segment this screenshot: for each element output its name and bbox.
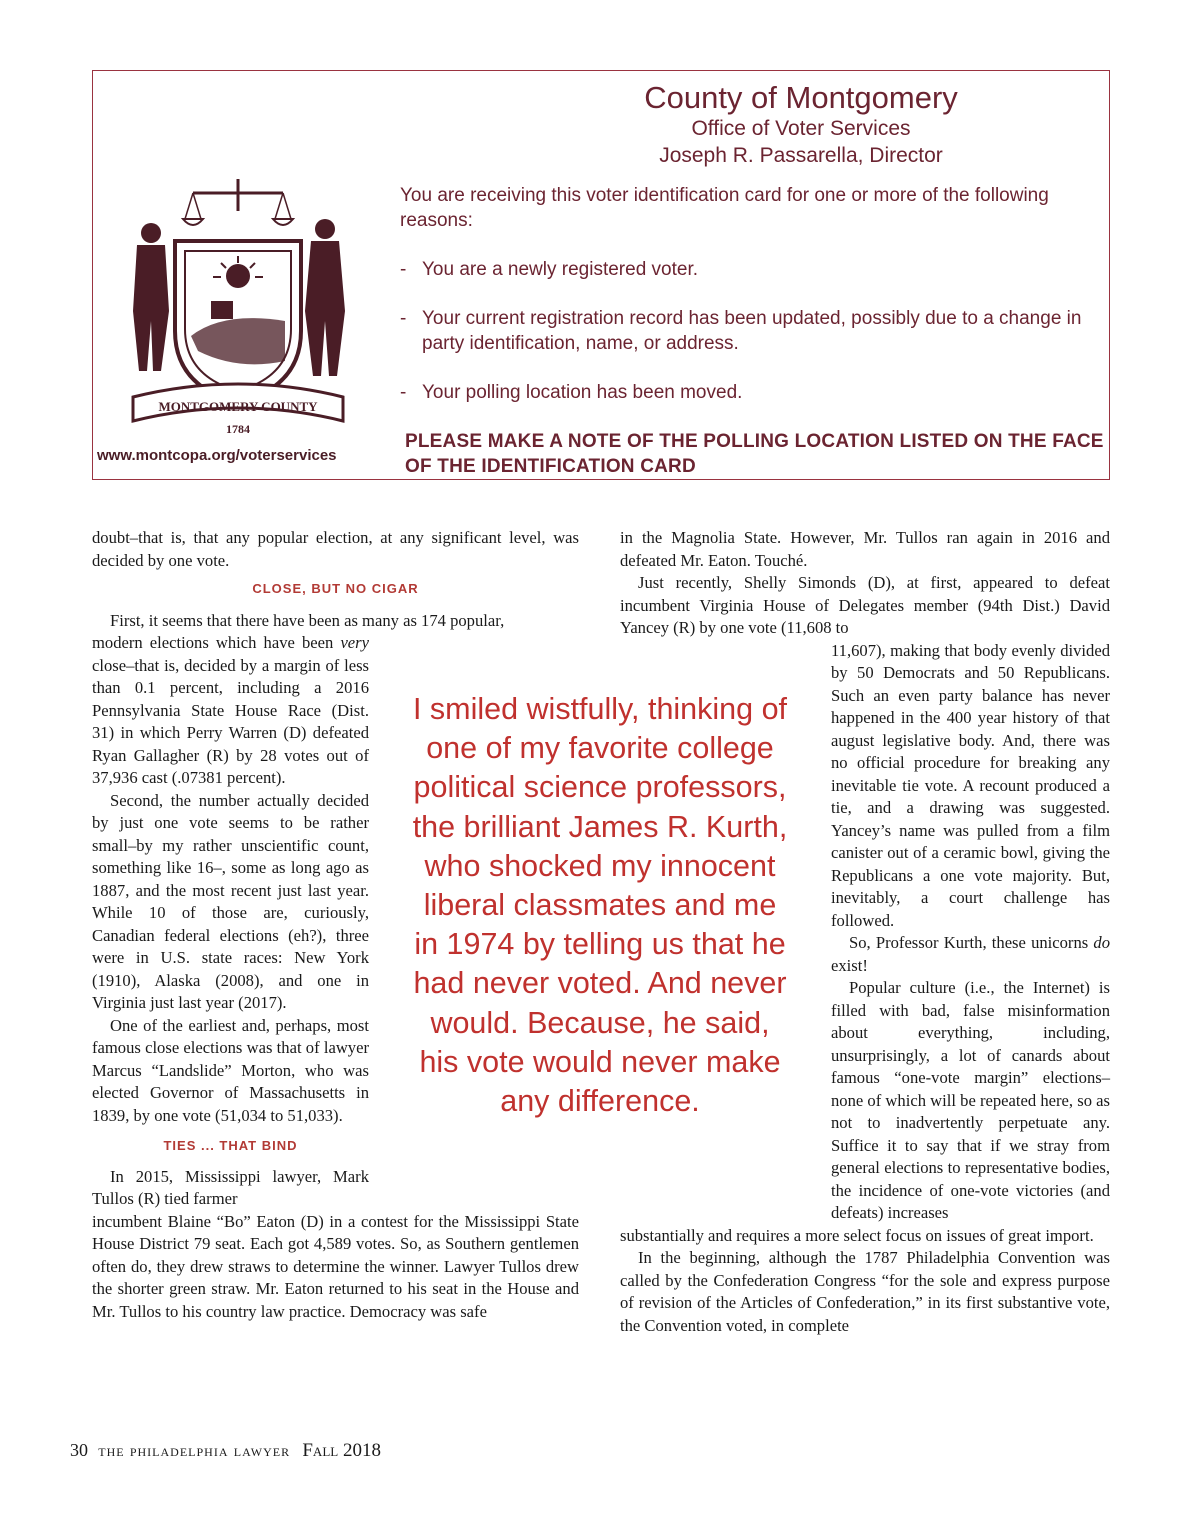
paragraph: in the Magnolia State. However, Mr. Tullos ran again in 2016 and defeated Mr. Eaton. Touché. <box>620 528 1110 570</box>
paragraph: substantially and requires a more select focus on issues of great import. <box>620 1225 1094 1245</box>
paragraph: Popular culture (i.e., the Internet) is filled with bad, false misinformation about everything, including, unsurprisingly, a lot of canards about famous “one-vote margin” elections–none of which will be repeated here, so as not to inadvertently perpetuate any. Suffice it to say that if we stray from general elections to representative bodies, the incidence of one-vote victories (and defeats) increases <box>831 978 1110 1222</box>
pull-quote: I smiled wistfully, thinking of one of my favorite college political science professors, the brilliant James R. Kurth, who shocked my innocent liberal classmates and me in 1974 by telling us that he had never voted. And never would. Because, he said, his vote would never make any difference. <box>412 692 788 1119</box>
narrow-text-block <box>831 640 1110 1225</box>
dash-icon: - <box>400 382 407 403</box>
card-reason-item: - You are a newly registered voter. <box>400 259 699 280</box>
paragraph: In the beginning, although the 1787 Philadelphia Convention was called by the Confederation Congress “for the sole and express purpose of revision of the Articles of Confederation,” in its first substantive vote, the Convention voted, in complete <box>620 1248 1110 1335</box>
paragraph: First, it seems that there have been as many as 174 popular, <box>110 610 505 630</box>
magazine-name: the philadelphia lawyer <box>98 1441 291 1460</box>
card-reason-list <box>400 257 1100 429</box>
svg-text:1784: 1784 <box>226 422 250 436</box>
paragraph: incumbent Blaine “Bo” Eaton (D) in a contest for the Mississippi State House District 79 seat. Each got 4,589 votes. So, as Southern gentlemen often do, they drew straws to determine the winner. Lawyer Tullos drew the shorter green straw. Mr. Eaton returned to his seat in the House and Mr. Tullos to his country law practice. Democracy was safe <box>92 1211 579 1321</box>
card-reason-item: - Your current registration record has been updated, possibly due to a change in party identification, name, or address. <box>400 308 1082 354</box>
subheading-ties-that-bind: TIES ... THAT BIND <box>163 1138 298 1153</box>
issue-date: Fall 2018 <box>302 1440 381 1461</box>
page-number: 30 <box>70 1440 88 1460</box>
svg-text:MONTGOMERY COUNTY: MONTGOMERY COUNTY <box>158 399 318 414</box>
card-title: County of Montgomery <box>644 80 958 115</box>
paragraph: One of the earliest and, perhaps, most famous close elections was that of lawyer Marcus “Landslide” Morton, who was elected Governor of Massachusetts in 1839, by one vote (51,034 to 51,033). <box>92 1015 369 1125</box>
paragraph: modern elections which have been very close–that is, decided by a margin of less than 0.1 percent, including a 2016 Pennsylvania State House Race (Dist. 31) in which Perry Warren (D) defeated Ryan Gallagher (R) by 28 votes out of 37,936 cast (.07381 percent). <box>92 633 369 787</box>
card-url: www.montcopa.org/voterservices <box>97 447 337 464</box>
card-office: Office of Voter Services <box>691 117 911 140</box>
paragraph: Second, the number actually decided by just one vote seems to be rather small–by my rather unscientific count, something like 16–, some as long ago as 1887, and the most recent just last year. While 10 of those are, curiously, Canadian federal elections (eh?), three were in U.S. state races: New York (1910), Alaska (2008), and one in Virginia just last year (2017). <box>92 790 369 1012</box>
dash-icon: - <box>400 259 407 280</box>
page-footer <box>70 1440 381 1462</box>
card-director: Joseph R. Passarella, Director <box>659 144 943 167</box>
card-note: PLEASE MAKE A NOTE OF THE POLLING LOCATION LISTED ON THE FACE OF THE IDENTIFICATION CARD <box>405 431 1104 477</box>
paragraph: doubt–that is, that any popular election, at any significant level, was decided by one vote. <box>92 528 579 570</box>
subheading-close-but-no-cigar: CLOSE, BUT NO CIGAR <box>252 581 419 596</box>
narrow-text-block <box>92 632 369 1211</box>
paragraph: In 2015, Mississippi lawyer, Mark Tullos (R) tied farmer <box>92 1166 369 1208</box>
paragraph: Just recently, Shelly Simonds (D), at first, appeared to defeat incumbent Virginia House of Delegates member (94th Dist.) David Yancey (R) by one vote (11,608 to <box>620 573 1110 637</box>
paragraph: 11,607), making that body evenly divided by 50 Democrats and 50 Republicans. Such an even party balance has never happened in the 400 year history of that august legislative body. And, there was no official procedure for breaking any inevitable tie vote. A recount produced a tie, and a drawing was suggested. Yancey’s name was pulled from a film canister out of a ceramic bowl, giving the Republicans a one vote majority. But, inevitably, a court challenge has followed. <box>831 640 1110 930</box>
county-seal-icon <box>113 171 363 441</box>
card-header <box>93 81 1109 169</box>
paragraph: So, Professor Kurth, these unicorns do exist! <box>831 933 1110 975</box>
voter-card-image <box>92 70 1110 480</box>
card-reason-item: - Your polling location has been moved. <box>400 382 743 403</box>
dash-icon: - <box>400 308 407 329</box>
card-intro: You are receiving this voter identification card for one or more of the following reasons: <box>400 185 1049 231</box>
right-column <box>620 527 1110 1337</box>
